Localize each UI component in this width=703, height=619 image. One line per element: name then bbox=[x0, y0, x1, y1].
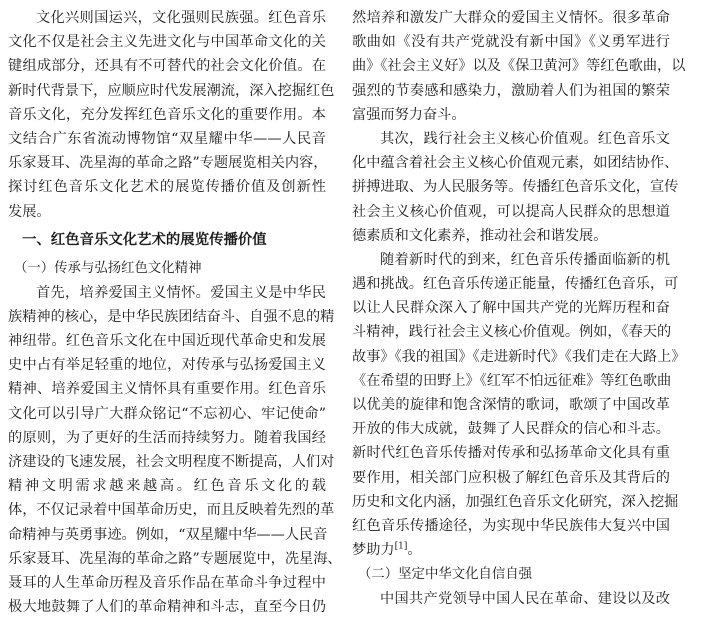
left-column bbox=[8, 6, 342, 619]
intro-line: 文结合广东省流动博物馆“双星耀中华——人民音 bbox=[8, 130, 326, 147]
body-line: 强烈的节奏感和感染力，激励着人们为祖国的繁荣 bbox=[352, 82, 670, 99]
body-line-with-citation bbox=[352, 538, 670, 562]
body-line: 历史和文化内涵，加强红色音乐文化研究，深入挖掘 bbox=[352, 493, 679, 510]
subsection-heading: （二）坚定中华文化自信自强 bbox=[358, 567, 533, 583]
subsection-heading: （一）传承与弘扬红色文化精神 bbox=[14, 260, 202, 276]
body-line: 新时代红色音乐传播对传承和弘扬革命文化具有重 bbox=[352, 445, 670, 462]
body-line: 极大地鼓舞了人们的革命精神和斗志，直至今日仍 bbox=[8, 599, 326, 616]
body-line: 族精神的核心，是中华民族团结奋斗、自强不息的精 bbox=[8, 308, 335, 325]
body-line: 聂耳的人生革命历程及音乐作品在革命斗争过程中 bbox=[8, 574, 326, 591]
body-line: 精神文明需求越来越高。红色音乐文化的载 bbox=[8, 478, 326, 495]
body-line: 其次，践行社会主义核心价值观。红色音乐文 bbox=[380, 130, 670, 147]
intro-line: 乐家聂耳、冼星海的革命之路”专题展览相关内容， bbox=[8, 155, 328, 172]
body-line: 斗精神，践行社会主义核心价值观。例如，《春天的 bbox=[352, 324, 672, 341]
body-line: 首先，培养爱国主义情怀。爱国主义是中华民 bbox=[36, 284, 326, 301]
body-line: 故事》《我的祖国》《走进新时代》《我们走在大路上》 bbox=[352, 348, 686, 365]
section-heading: 一、红色音乐文化艺术的展览传播价值 bbox=[22, 231, 267, 248]
body-line: 富强而努力奋斗。 bbox=[352, 106, 466, 123]
body-line: 以让人民群众深入了解中国共产党的光辉历程和奋 bbox=[352, 300, 670, 317]
intro-line: 音乐文化，充分发挥红色音乐文化的重要作用。本 bbox=[8, 106, 326, 123]
intro-line: 新时代背景下，应顺应时代发展潮流，深入挖掘红色 bbox=[8, 82, 335, 99]
body-line: 拼搏进取、为人民服务等。传播红色音乐文化，宣传 bbox=[352, 179, 679, 196]
body-line: 遇和挑战。红色音乐传递正能量，传播红色音乐，可 bbox=[352, 276, 679, 293]
body-line: 文化可以引导广大群众铭记“不忘初心、牢记使命” bbox=[8, 405, 326, 422]
body-line: 然培养和激发广大群众的爱国主义情怀。很多革命 bbox=[352, 10, 670, 26]
body-line: 以优美的旋律和饱含深情的歌词，歌颂了中国改革 bbox=[352, 397, 670, 413]
body-line: 歌曲如《没有共产党就没有新中国》《义勇军进行 bbox=[352, 34, 670, 51]
intro-line: 文化不仅是社会主义先进文化与中国革命文化的关 bbox=[8, 34, 326, 51]
intro-line: 键组成部分，还具有不可替代的社会文化价值。在 bbox=[8, 58, 326, 75]
body-line: 曲》《社会主义好》以及《保卫黄河》等红色歌曲，以 bbox=[352, 58, 686, 75]
body-line: 《在希望的田野上》《红军不怕远征难》等红色歌曲 bbox=[352, 372, 672, 389]
body-line: 乐家聂耳、冼星海的革命之路”专题展览中，冼星海、 bbox=[8, 550, 342, 567]
body-line: 命精神与英勇事迹。例如，“双星耀中华——人民音 bbox=[8, 526, 328, 543]
body-line: 要作用，相关部门应积极了解红色音乐及其背后的 bbox=[352, 469, 670, 486]
body-line: 随着新时代的到来，红色音乐传播面临新的机 bbox=[380, 251, 670, 268]
citation-marker: [1] bbox=[394, 541, 408, 552]
body-line: 神纽带。红色音乐文化在中国近现代革命史和发展 bbox=[8, 333, 326, 350]
body-line: 史中占有举足轻重的地位，对传承与弘扬爱国主义 bbox=[8, 357, 326, 374]
body-line: 红色音乐传播途径，为实现中华民族伟大复兴中国 bbox=[352, 517, 670, 534]
body-line: 济建设的飞速发展，社会文明程度不断提高，人们对 bbox=[8, 454, 335, 470]
body-line: 开放的伟大成就，鼓舞了人民群众的信心和斗志。 bbox=[352, 421, 670, 438]
right-column bbox=[352, 6, 686, 612]
body-line: 德素质和文化素养，推动社会和谐发展。 bbox=[352, 227, 608, 244]
body-line: 中国共产党领导中国人民在革命、建设以及改 bbox=[380, 591, 670, 608]
body-line: 社会主义核心价值观，可以提高人民群众的思想道 bbox=[352, 203, 670, 220]
intro-line: 文化兴则国运兴，文化强则民族强。红色音乐 bbox=[36, 10, 326, 26]
body-line: 化中蕴含着社会主义核心价值观元素，如团结协作、 bbox=[352, 155, 679, 172]
body-line: 的原则，为了更好的生活而持续努力。随着我国经 bbox=[8, 429, 326, 446]
sentence-end: 。 bbox=[407, 542, 422, 559]
intro-line: 探讨红色音乐文化艺术的展览传播价值及创新性 bbox=[8, 179, 326, 196]
intro-line: 发展。 bbox=[8, 203, 51, 220]
body-line: 精神、培养爱国主义情怀具有重要作用。红色音乐 bbox=[8, 381, 326, 398]
body-text: 梦助力 bbox=[352, 542, 395, 559]
body-line: 体，不仅记录着中国革命历史，而且反映着先烈的革 bbox=[8, 502, 335, 519]
